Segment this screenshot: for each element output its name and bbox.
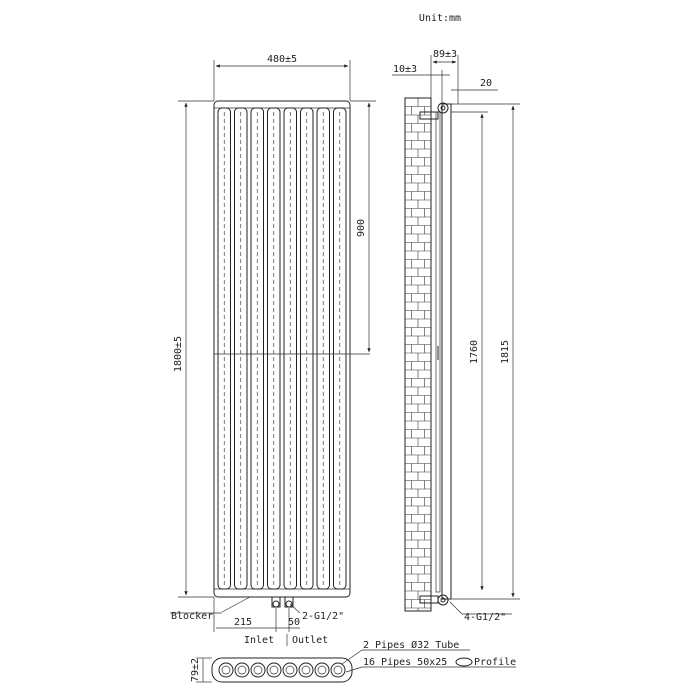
tube-profile-inner [286,666,294,674]
spacing-label: 50 [287,617,301,628]
inlet-label: Inlet [244,635,275,646]
vertical-tube [218,108,231,589]
tube-profile-inner [318,666,326,674]
legend-leader-1 [342,650,362,664]
tube-profile-oval [251,663,265,677]
connection-label: 2-G1/2" [302,611,345,622]
tube-profile-oval [283,663,297,677]
height-label: 1800±5 [173,335,184,373]
side-profile-outer [442,104,451,599]
tube-profile-inner [254,666,262,674]
depth-label: 89±3 [432,49,458,60]
legend-pipes-tube: 2 Pipes Ø32 Tube [363,640,460,651]
unit-label: Unit:mm [418,13,462,24]
front-view [170,54,376,646]
tube-profile-oval [299,663,313,677]
section-depth-label: 79±2 [190,657,201,683]
wall-gap-label: 10±3 [392,64,418,75]
blocker-leader [222,597,250,612]
bracket-height-label: 1760 [469,339,480,365]
vertical-tube [268,108,281,589]
outlet-label: Outlet [292,635,329,646]
tube-profile-oval [235,663,249,677]
bracket-leader [450,602,462,614]
tube-profile-inner [334,666,342,674]
tube-profile-inner [270,666,278,674]
half-height-label: 900 [356,218,367,238]
side-view [392,49,520,623]
vertical-tube [334,108,347,589]
valve-connection-icon [272,597,293,607]
tube-profile-row [219,663,345,677]
tube-profile-oval [331,663,345,677]
top-offset-label: 20 [479,78,493,89]
vertical-tube [235,108,248,589]
wall-brick-pattern [405,98,431,611]
vertical-tube [251,108,264,589]
vertical-tube [317,108,330,589]
section-view [190,639,516,682]
legend-leader-2 [346,667,362,672]
connection-leader [290,604,300,613]
bracket-label: 4-G1/2" [464,612,507,623]
tube-profile-inner [222,666,230,674]
tube-profile-inner [238,666,246,674]
width-label: 480±5 [266,54,298,65]
blocker-label: Blocker [171,611,214,622]
tube-profile-oval [315,663,329,677]
total-height-label: 1815 [500,339,511,365]
legend-pipes-profile: 16 Pipes 50x25 [363,657,448,668]
tube-profile-inner [302,666,310,674]
profile-oval-icon [456,658,472,666]
offset-label: 215 [233,617,253,628]
vertical-tube [284,108,297,589]
legend-profile-suffix: Profile [474,657,517,668]
vertical-tube [301,108,314,589]
tube-profile-oval [267,663,281,677]
tube-profile-oval [219,663,233,677]
tube-group [218,108,346,589]
